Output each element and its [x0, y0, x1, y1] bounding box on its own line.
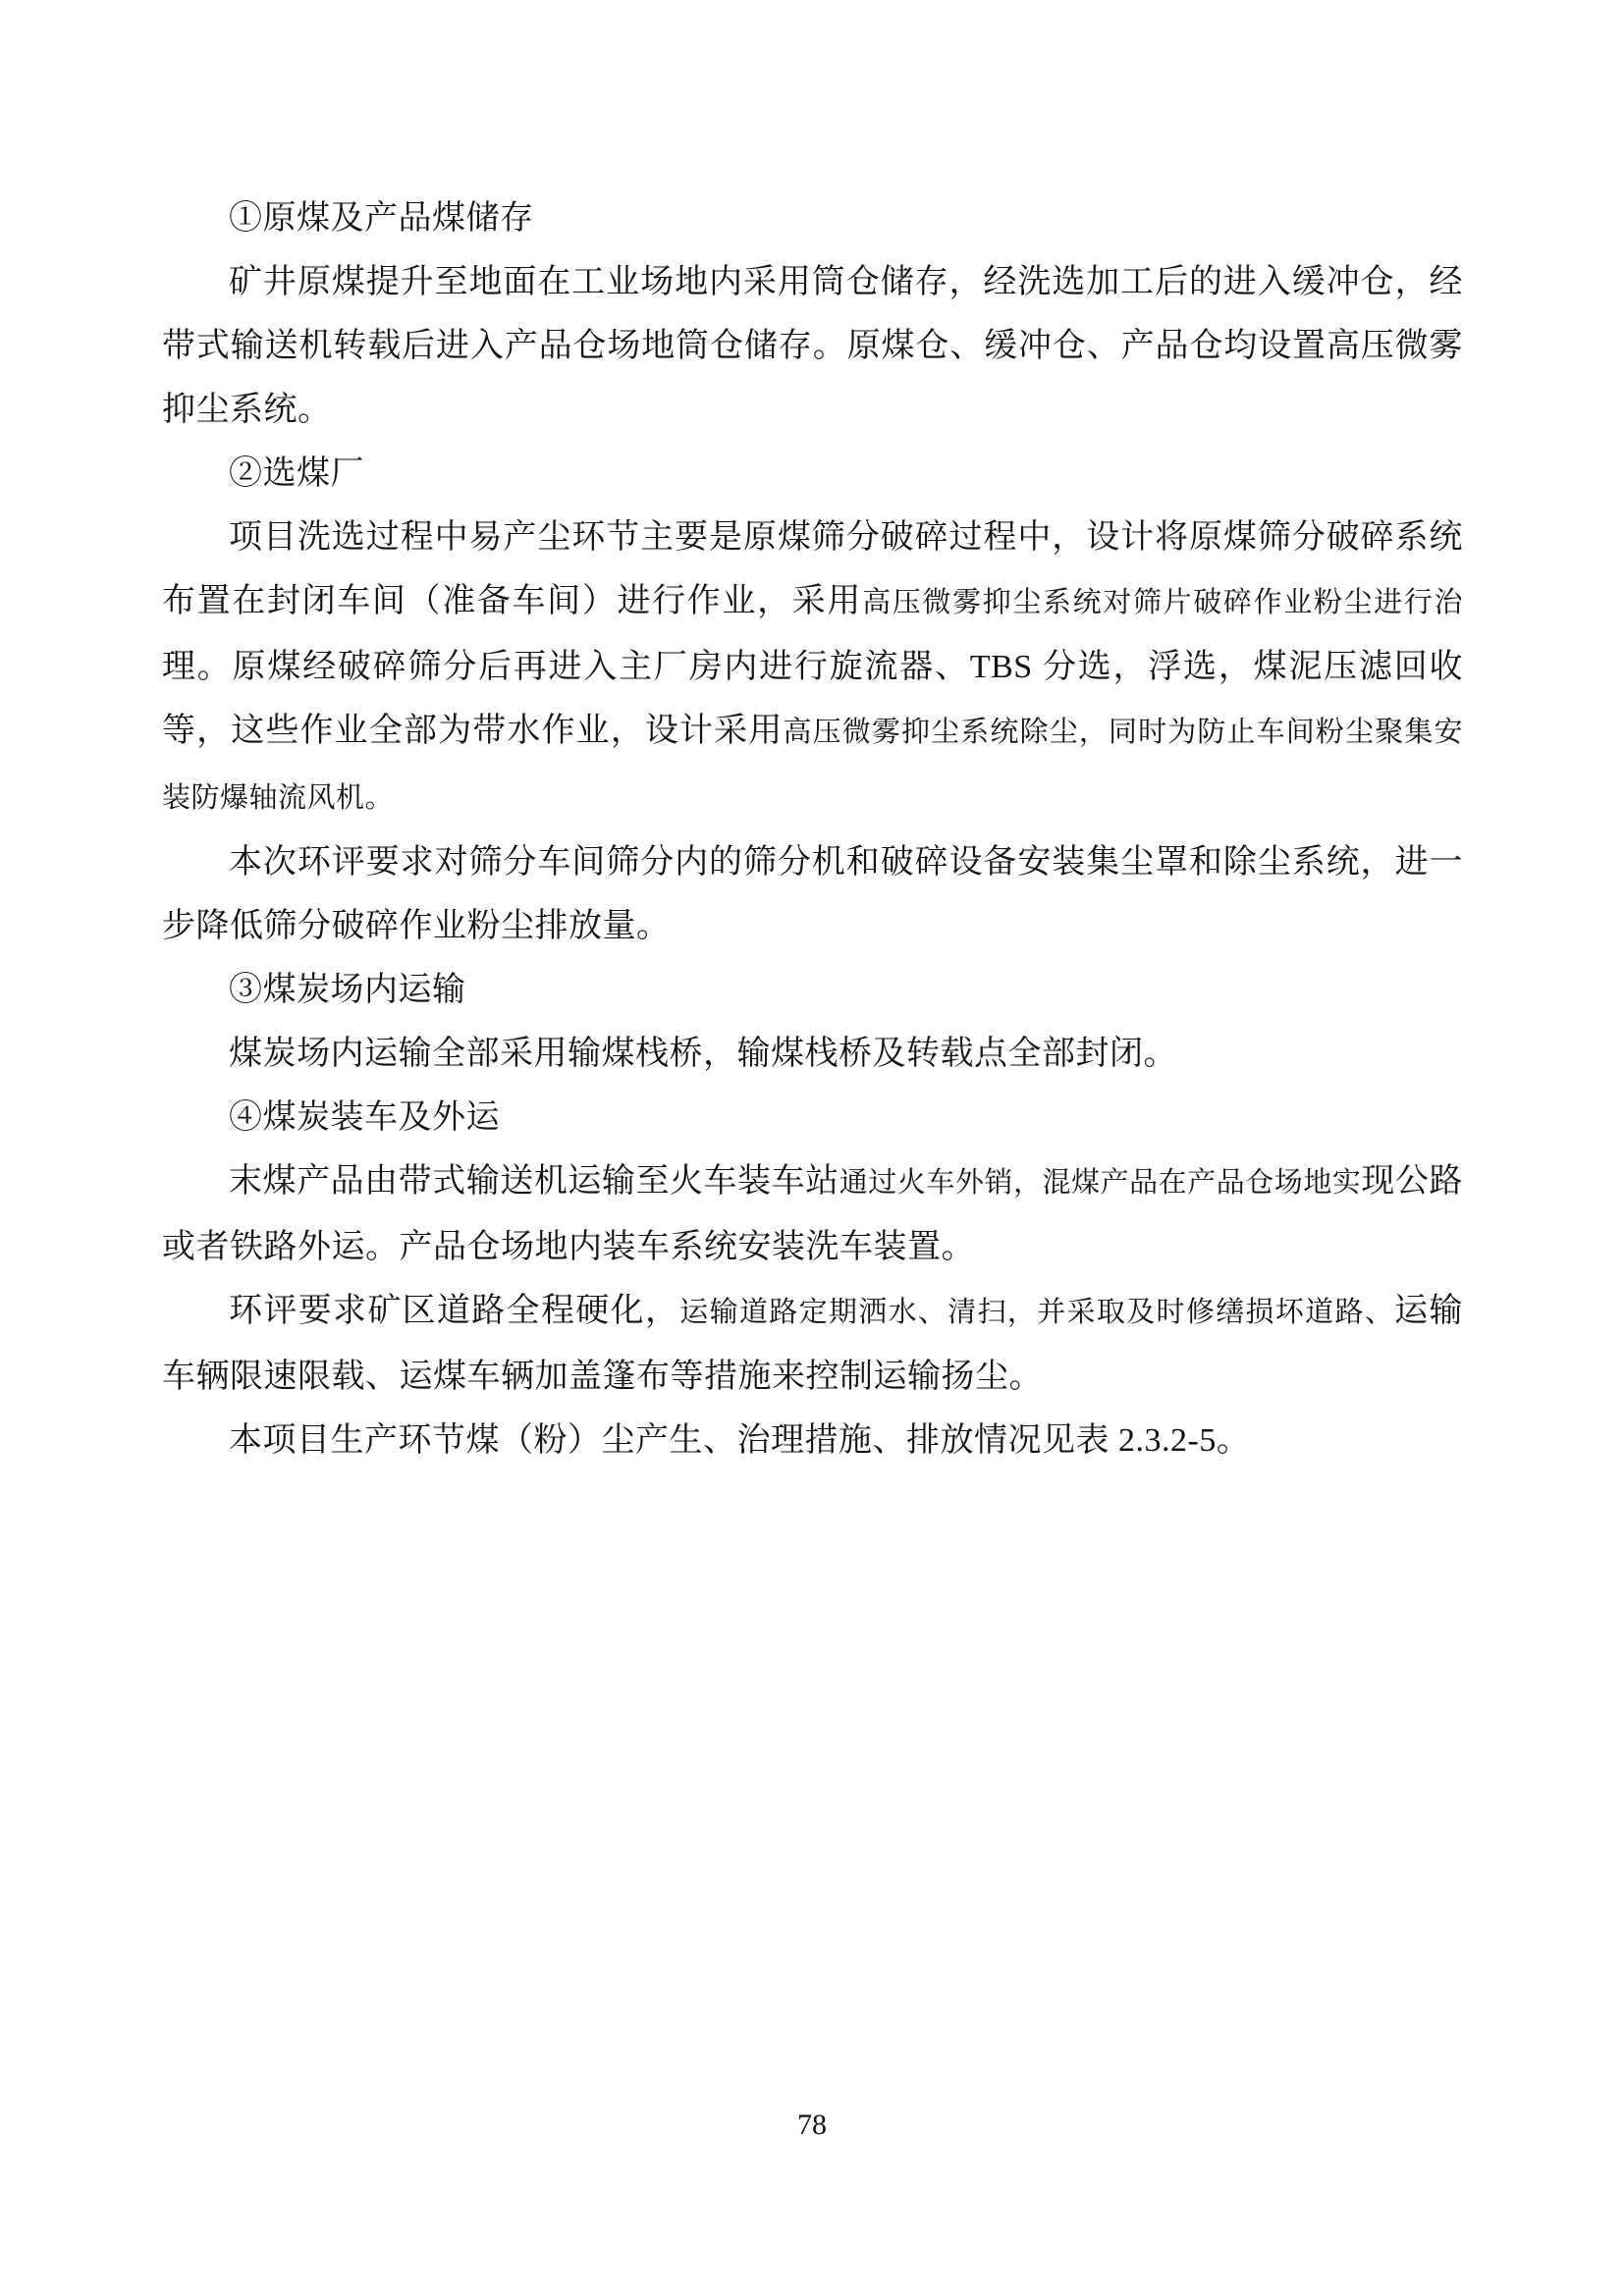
- text-segment: 现公路或者铁路外运。产品仓场地内装车系统安装洗车装置。: [162, 1163, 1463, 1265]
- paragraph: [162, 1022, 1463, 1086]
- paragraph: [162, 958, 1463, 1022]
- text-segment: 本项目生产环节煤（粉）尘产生、治理措施、排放情况见表 2.3.2-5。: [229, 1422, 1251, 1459]
- text-segment: 运输车辆限速限载、运煤车辆加盖篷布等措施来控制运输扬尘。: [162, 1293, 1464, 1395]
- paragraph: [162, 1279, 1463, 1409]
- text-segment: ③煤炭场内运输: [229, 972, 466, 1008]
- paragraph: [162, 1149, 1463, 1279]
- text-segment: ①原煤及产品煤储存: [229, 200, 534, 237]
- text-segment: 环评要求矿区道路全程硬化，: [229, 1293, 680, 1329]
- paragraph: [162, 1409, 1463, 1472]
- text-segment: 矿井原煤提升至地面在工业场地内采用筒仓储存，经洗选加工后的进入缓冲仓，经带式输送机转载后进入产品仓场地筒仓储存。原煤仓、缓冲仓、产品仓均设置高压微雾抑尘系统。: [162, 264, 1463, 428]
- document-body: [162, 187, 1463, 1472]
- text-segment: 末煤产品由带式输送机运输至火车装车站: [229, 1163, 839, 1200]
- paragraph: [162, 1086, 1463, 1149]
- text-segment: 运输道路定期洒水、清扫，并采取及时修缮损坏道路、: [679, 1297, 1395, 1328]
- paragraph: [162, 250, 1463, 442]
- text-segment: 理。原煤经破碎筛分后再进入主厂房内进行旋流器、TBS 分选，浮选，煤泥压滤回收等，这些作业全部为带水作业，设计采用: [162, 649, 1463, 749]
- text-segment: 项目洗选过程中易产尘环节主要是原煤筛分破碎过程中，设计将原煤筛分破碎系统布置在封闭车间（准备车间）进行作业，采用: [162, 519, 1463, 619]
- page-number: 78: [797, 2109, 827, 2141]
- text-segment: 通过火车外销，混煤产品在产品仓场地实: [839, 1167, 1362, 1199]
- paragraph: [162, 830, 1463, 958]
- paragraph: [162, 506, 1463, 830]
- text-segment: ②选煤厂: [229, 455, 364, 492]
- paragraph: [162, 442, 1463, 506]
- page-footer: [0, 2109, 1624, 2142]
- text-segment: 煤炭场内运输全部采用输煤栈桥，输煤栈桥及转载点全部封闭。: [229, 1036, 1177, 1072]
- text-segment: ④煤炭装车及外运: [229, 1099, 500, 1136]
- text-segment: 高压微雾抑尘系统除尘，同时为防止车间粉尘聚集安装防爆轴流风机。: [162, 717, 1463, 814]
- text-segment: 本次环评要求对筛分车间筛分内的筛分机和破碎设备安装集尘罩和除尘系统，进一步降低筛分破碎作业粉尘排放量。: [162, 844, 1463, 944]
- paragraph: [162, 187, 1463, 250]
- text-segment: 高压微雾抑尘系统对筛片破碎作业粉尘进行治: [862, 587, 1463, 618]
